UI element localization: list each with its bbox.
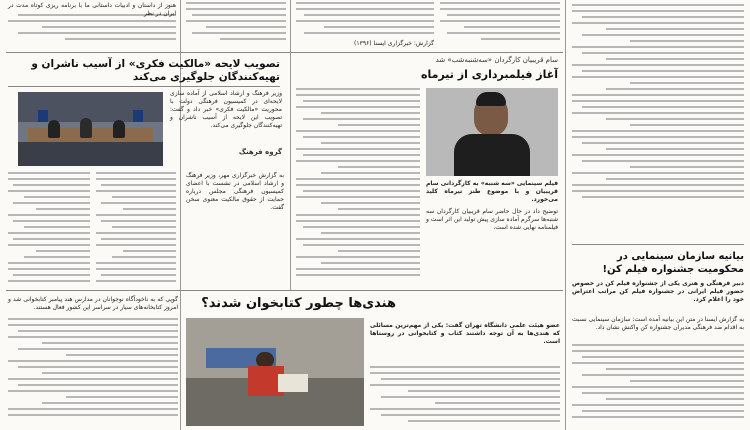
middle-photo-caption: فیلم سینمایی «سه شنبه» به کارگردانی سام قریبیان و با موضوع طنز تیرماه کلید می‌خورد.	[426, 180, 558, 203]
left-kicker: گروه فرهنگ	[238, 148, 282, 156]
top-strip-left-caption: هنوز از داستان و ادبیات داستانی ما با برنامه ریزی کوتاه مدت در ایران در نظر	[8, 2, 176, 17]
column-rule	[290, 0, 291, 290]
right-column-text	[572, 344, 744, 426]
top-strip-right-text	[440, 2, 560, 48]
divider	[6, 52, 563, 53]
top-strip-mid-text	[186, 2, 286, 48]
top-strip-center-text	[296, 2, 434, 42]
top-strip-source: گزارش: خبرگزاری ایسنا (۱۳۹۶)	[354, 40, 434, 47]
divider	[6, 290, 563, 291]
middle-body: توضیح داد در حال حاضر سام قریبیان کارگردان سه شنبه‌ها سرگرم آماده سازی پیش تولید این اثر است و فیلمنامه نهایی شده است.	[426, 208, 558, 231]
meeting-photo	[18, 92, 163, 166]
bottom-left-text	[8, 318, 178, 426]
column-rule	[565, 0, 566, 430]
left-article-col-text	[8, 172, 90, 284]
right-lead: دبیر فرهنگی و هنری یکی از جشنواره فیلم کن در خصوص حضور فیلم ایرانی در جشنواره فیلم کن مراتب اعتراض خود را اعلام کرد.	[572, 280, 744, 303]
left-lead: وزیر فرهنگ و ارشاد اسلامی از آماده سازی لایحه‌ای در کمیسیون فرهنگی دولت با محوریت «مالکیت فکری» خبر داد و گفت: تصویب این لایحه از آسیب ناشران و تهیه‌کنندگان جلوگیری می‌کند.	[170, 90, 282, 129]
middle-headline: آغاز فیلمبرداری از تیرماه	[421, 68, 558, 81]
middle-kicker: سام قریبیان کارگردان «سه‌شنبه‌شب» شد	[435, 56, 558, 64]
bottom-article-text	[370, 366, 560, 426]
reading-child-photo	[186, 318, 364, 426]
bottom-lead: عضو هیئت علمی دانشگاه تهران گفت: یکی از مهم‌ترین مسائلی که هندی‌ها به آن توجه داشتند کتاب و کتابخوانی در روستاها است.	[370, 322, 560, 345]
right-body: به گزارش ایسنا در متن این بیانیه آمده است: سازمان سینمایی نسبت به اقدام ضد فرهنگی مدیران جشنواره کن واکنش نشان داد.	[572, 316, 744, 331]
bottom-body: گوپی که به ناخودآگاه نوجوانان در مدارس هند پیامبر کتابخوانی شد و امروز کتابخانه‌های سیار در سراسر این کشور فعال هستند.	[8, 296, 178, 311]
divider	[572, 244, 744, 245]
left-headline: تصویب لایحه «مالکیت فکری» از آسیب ناشران و تهیه‌کنندگان جلوگیری می‌کند	[31, 58, 280, 83]
left-body: به گزارش خبرگزاری مهر، وزیر فرهنگ و ارشاد اسلامی در نشست با اعضای کمیسیون فرهنگی مجلس درباره حمایت از حقوق مالکیت معنوی سخن گفت.	[186, 172, 284, 211]
divider	[8, 86, 280, 87]
right-headline: بیانیه سازمان سینمایی در محکومیت جشنواره فیلم کن!	[602, 251, 744, 275]
director-portrait	[426, 88, 558, 176]
bottom-headline: هندی‌ها چطور کتابخوان شدند؟	[201, 296, 396, 311]
middle-article-text	[296, 88, 420, 284]
right-column-text	[572, 4, 744, 200]
left-article-col-text	[96, 172, 176, 284]
